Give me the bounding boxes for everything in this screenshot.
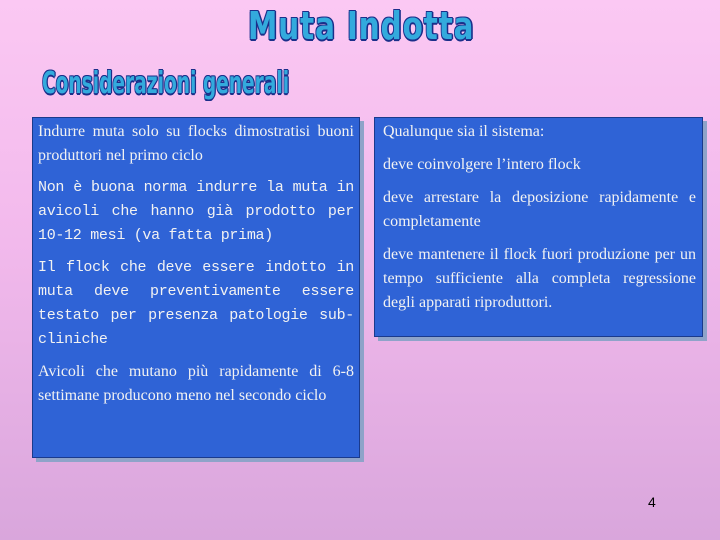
left-text-box — [32, 117, 360, 458]
left-paragraph-1: Indurre muta solo su flocks dimostratisi buoni produttori nel primo ciclo — [38, 123, 354, 164]
right-paragraph-1: Qualunque sia il sistema: — [383, 123, 545, 140]
right-paragraph-2: deve coinvolgere l’intero flock — [383, 156, 581, 173]
page-number: 4 — [648, 494, 656, 510]
right-paragraph-3: deve arrestare la deposizione rapidamente e completamente — [383, 189, 696, 230]
left-paragraph-2: Non è buona norma indurre la muta in avicoli che hanno già prodotto per 10-12 mesi (va fatta prima) — [38, 179, 354, 244]
right-paragraph-4: deve mantenere il flock fuori produzione per un tempo sufficiente alla completa regressione degli apparati riproduttori. — [383, 246, 696, 311]
left-paragraph-3: Il flock che deve essere indotto in muta deve preventivamente essere testato per presenza patologie sub-cliniche — [38, 259, 354, 348]
slide-subtitle: Considerazioni generali — [42, 66, 290, 101]
slide-title: Muta Indotta — [247, 4, 475, 48]
right-text-box — [374, 117, 703, 337]
left-paragraph-4: Avicoli che mutano più rapidamente di 6-8 settimane producono meno nel secondo ciclo — [38, 363, 354, 404]
